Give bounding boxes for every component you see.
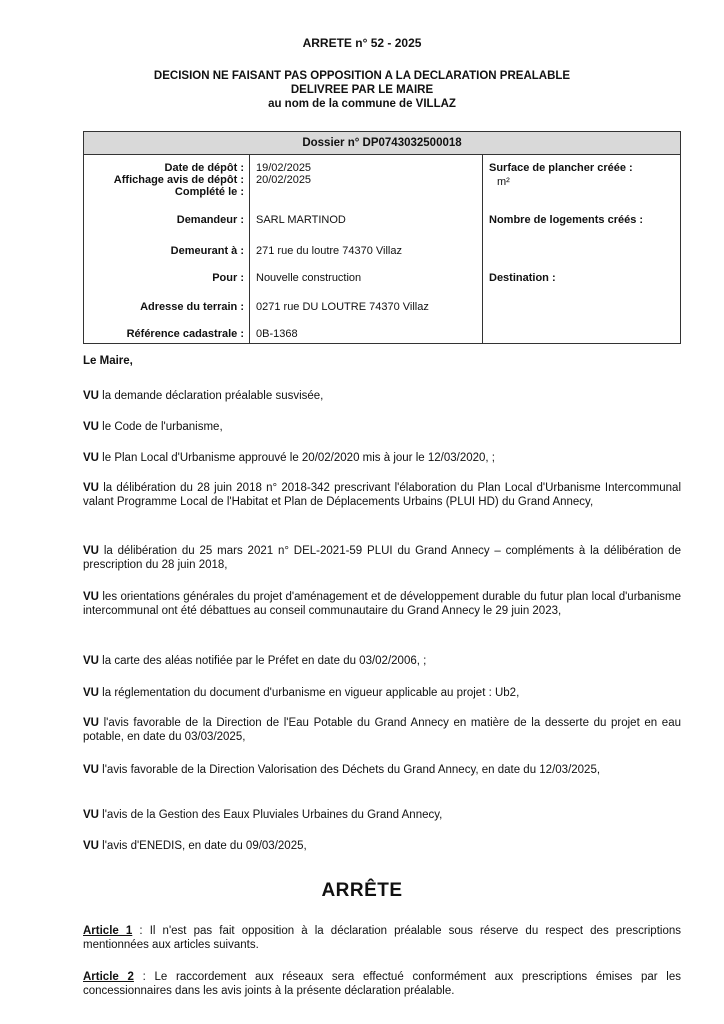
article-2 <box>83 970 681 998</box>
label-logements: Nombre de logements créés : <box>489 214 644 226</box>
label-date-depot: Date de dépôt : <box>164 162 244 174</box>
label-complete: Complété le : <box>174 186 244 198</box>
arrete-heading: ARRÊTE <box>321 880 403 901</box>
value-affichage: 20/02/2025 <box>256 174 312 186</box>
vu-clause: VU la délibération du 28 juin 2018 n° 2018-342 prescrivant l'élaboration du Plan Local d'Urbanisme Intercommunal valant Programme Local de l'Habitat et Plan de Déplacements Urbains (PLUI HD) du Grand Annecy, <box>83 482 681 508</box>
table-divider-right <box>482 155 483 343</box>
le-maire: Le Maire, <box>83 355 133 367</box>
value-adresse: 0271 rue DU LOUTRE 74370 Villaz <box>256 301 429 313</box>
arrete-number: ARRETE n° 52 - 2025 <box>302 36 422 50</box>
article-1-text: : Il n'est pas fait opposition à la déclaration préalable sous réserve du respect des prescriptions mentionnées aux articles suivants. <box>83 925 681 951</box>
article-1-title: Article 1 <box>83 925 133 937</box>
article-2-title: Article 2 <box>83 971 134 983</box>
vu-clause: VU la demande déclaration préalable susvisée, <box>83 390 324 402</box>
vu-clause: VU l'avis favorable de la Direction Valorisation des Déchets du Grand Annecy, en date du 12/03/2025, <box>83 764 601 776</box>
value-date-depot: 19/02/2025 <box>256 162 312 174</box>
value-demandeur: SARL MARTINOD <box>256 214 346 226</box>
decision-line-1: DECISION NE FAISANT PAS OPPOSITION A LA DECLARATION PREALABLE <box>153 70 571 82</box>
dossier-title: Dossier n° DP0743032500018 <box>84 132 680 155</box>
vu-clause: VU la délibération du 25 mars 2021 n° DEL-2021-59 PLUI du Grand Annecy – compléments à la délibération de prescription du 28 juin 2018, <box>83 545 681 571</box>
value-reference: 0B-1368 <box>256 328 298 340</box>
value-demeurant: 271 rue du loutre 74370 Villaz <box>256 245 402 257</box>
vu-clause: VU la carte des aléas notifiée par le Préfet en date du 03/02/2006, ; <box>83 655 427 667</box>
vu-clause: VU l'avis de la Gestion des Eaux Pluviales Urbaines du Grand Annecy, <box>83 809 443 821</box>
value-surface-unit: m² <box>497 176 510 188</box>
label-demeurant: Demeurant à : <box>170 245 244 257</box>
value-pour: Nouvelle construction <box>256 272 362 284</box>
vu-clause: VU les orientations générales du projet d'aménagement et de développement durable du futur plan local d'urbanisme intercommunal ont été débattues au conseil communautaire du Grand Annecy le 29 juin 2023, <box>83 591 681 617</box>
vu-clause: VU la réglementation du document d'urbanisme en vigueur applicable au projet : Ub2, <box>83 687 520 699</box>
vu-clause: VU le Plan Local d'Urbanisme approuvé le 20/02/2020 mis à jour le 12/03/2020, ; <box>83 452 495 464</box>
decision-title <box>0 69 724 111</box>
label-demandeur: Demandeur : <box>176 214 244 226</box>
article-1 <box>83 924 681 952</box>
table-divider-left <box>249 155 250 343</box>
vu-clause: VU l'avis favorable de la Direction de l'Eau Potable du Grand Annecy en matière de la desserte du projet en eau potable, en date du 03/03/2025, <box>83 717 681 743</box>
label-pour: Pour : <box>212 272 244 284</box>
vu-clause: VU l'avis d'ENEDIS, en date du 09/03/2025, <box>83 840 307 852</box>
label-affichage: Affichage avis de dépôt : <box>113 174 244 186</box>
decision-line-3: au nom de la commune de VILLAZ <box>268 98 456 110</box>
decision-line-2: DELIVREE PAR LE MAIRE <box>290 84 434 96</box>
label-reference: Référence cadastrale : <box>126 328 244 340</box>
label-surface: Surface de plancher créée : <box>489 162 633 174</box>
label-adresse: Adresse du terrain : <box>140 301 244 313</box>
vu-clause: VU le Code de l'urbanisme, <box>83 421 223 433</box>
label-destination: Destination : <box>489 272 556 284</box>
dossier-table <box>83 131 681 344</box>
article-2-text: : Le raccordement aux réseaux sera effectué conformément aux prescriptions émises par les concessionnaires dans les avis joints à la présente déclaration préalable. <box>83 971 681 997</box>
